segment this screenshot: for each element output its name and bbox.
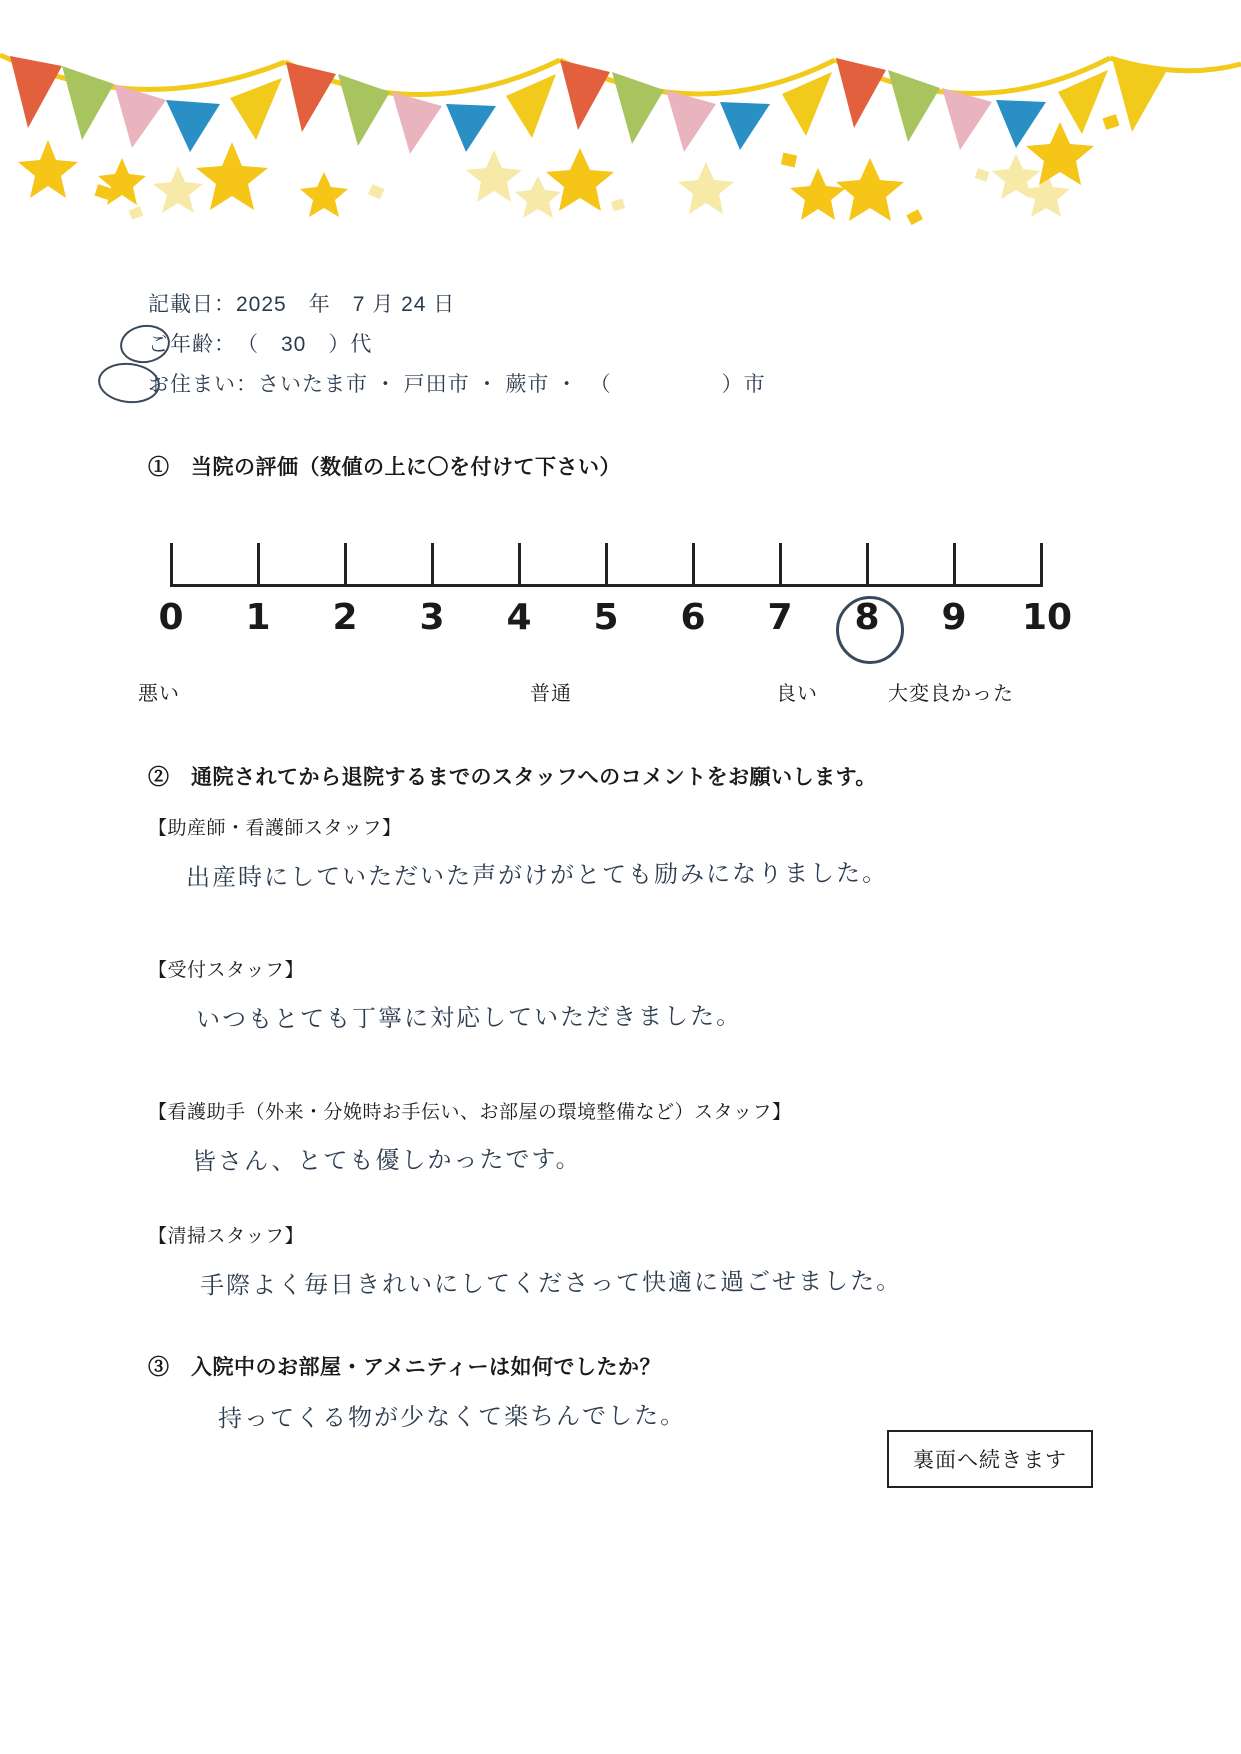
decorative-banner (0, 0, 1241, 250)
scale-label-2[interactable]: 2 (332, 597, 358, 638)
scale-tick (1040, 543, 1043, 587)
scale-tick (605, 543, 608, 587)
date-line (148, 285, 1241, 325)
scale-anchor-average: 普通 (530, 683, 572, 705)
scale-label-1[interactable]: 1 (245, 597, 271, 638)
address-line (148, 365, 1241, 405)
bunting-flags (10, 56, 1166, 154)
staff-answer-reception: いつもとても丁寧に対応していただきました。 (195, 1001, 743, 1034)
continue-on-back-button[interactable]: 裏面へ続きます (887, 1430, 1093, 1488)
scale-label-4[interactable]: 4 (506, 597, 532, 638)
staff-label-reception: 【受付スタッフ】 (148, 960, 305, 981)
scale-tick (518, 543, 521, 587)
scale-anchor-excellent: 大変良かった (888, 683, 1014, 705)
question-3-answer: 持ってくる物が少なくて楽ちんでした。 (217, 1401, 687, 1433)
scale-label-9[interactable]: 9 (941, 597, 967, 638)
scale-label-5[interactable]: 5 (593, 597, 619, 638)
staff-answer-cleaning: 手際よく毎日きれいにしてくださって快適に過ごせました。 (199, 1266, 903, 1300)
scale-tick (953, 543, 956, 587)
date-line-text: 記載日：2025 年 7 月 24 日 (148, 293, 456, 316)
staff-label-midwife: 【助産師・看護師スタッフ】 (148, 818, 402, 839)
address-line-text: お住まい：さいたま市 ・ 戸田市 ・ 蕨市 ・ （ ）市 (148, 373, 766, 396)
scale-label-0[interactable]: 0 (158, 597, 184, 638)
form-sheet (0, 285, 1241, 1433)
scale-tick (692, 543, 695, 587)
scale-tick (170, 543, 173, 587)
selected-score-circle (836, 596, 904, 664)
scale-label-10[interactable]: 10 (1021, 597, 1073, 638)
respondent-info (148, 285, 1241, 405)
scale-tick (431, 543, 434, 587)
staff-label-cleaning: 【清掃スタッフ】 (148, 1226, 305, 1247)
question-3-title: ③ 入院中のお部屋・アメニティーは如何でしたか？ (148, 1356, 662, 1379)
staff-answer-midwife: 出産時にしていただいた声がけがとても励みになりました。 (185, 858, 889, 892)
star-decorations (18, 122, 1094, 221)
staff-answer-assistant: 皆さん、とても優しかったです。 (191, 1144, 582, 1176)
scale-label-7[interactable]: 7 (767, 597, 793, 638)
scale-anchor-good: 良い (776, 683, 818, 705)
scale-label-8[interactable]: 8 (854, 597, 880, 638)
age-line-text: ご年齢： （ 30 ）代 (148, 333, 373, 356)
staff-label-assistant: 【看護助手（外来・分娩時お手伝い、お部屋の環境整備など）スタッフ】 (148, 1102, 792, 1123)
scale-tick (779, 543, 782, 587)
scale-anchor-bad: 悪い (138, 683, 180, 705)
scale-tick (866, 543, 869, 587)
scale-label-6[interactable]: 6 (680, 597, 706, 638)
scale-tick (257, 543, 260, 587)
scale-tick (344, 543, 347, 587)
question-2-title: ② 通院されてから退院するまでのスタッフへのコメントをお願いします。 (148, 766, 877, 789)
question-1-title: ① 当院の評価（数値の上に〇を付けて下さい） (148, 456, 621, 479)
age-line (148, 325, 1241, 365)
scale-label-3[interactable]: 3 (419, 597, 445, 638)
rating-scale (138, 529, 1073, 719)
